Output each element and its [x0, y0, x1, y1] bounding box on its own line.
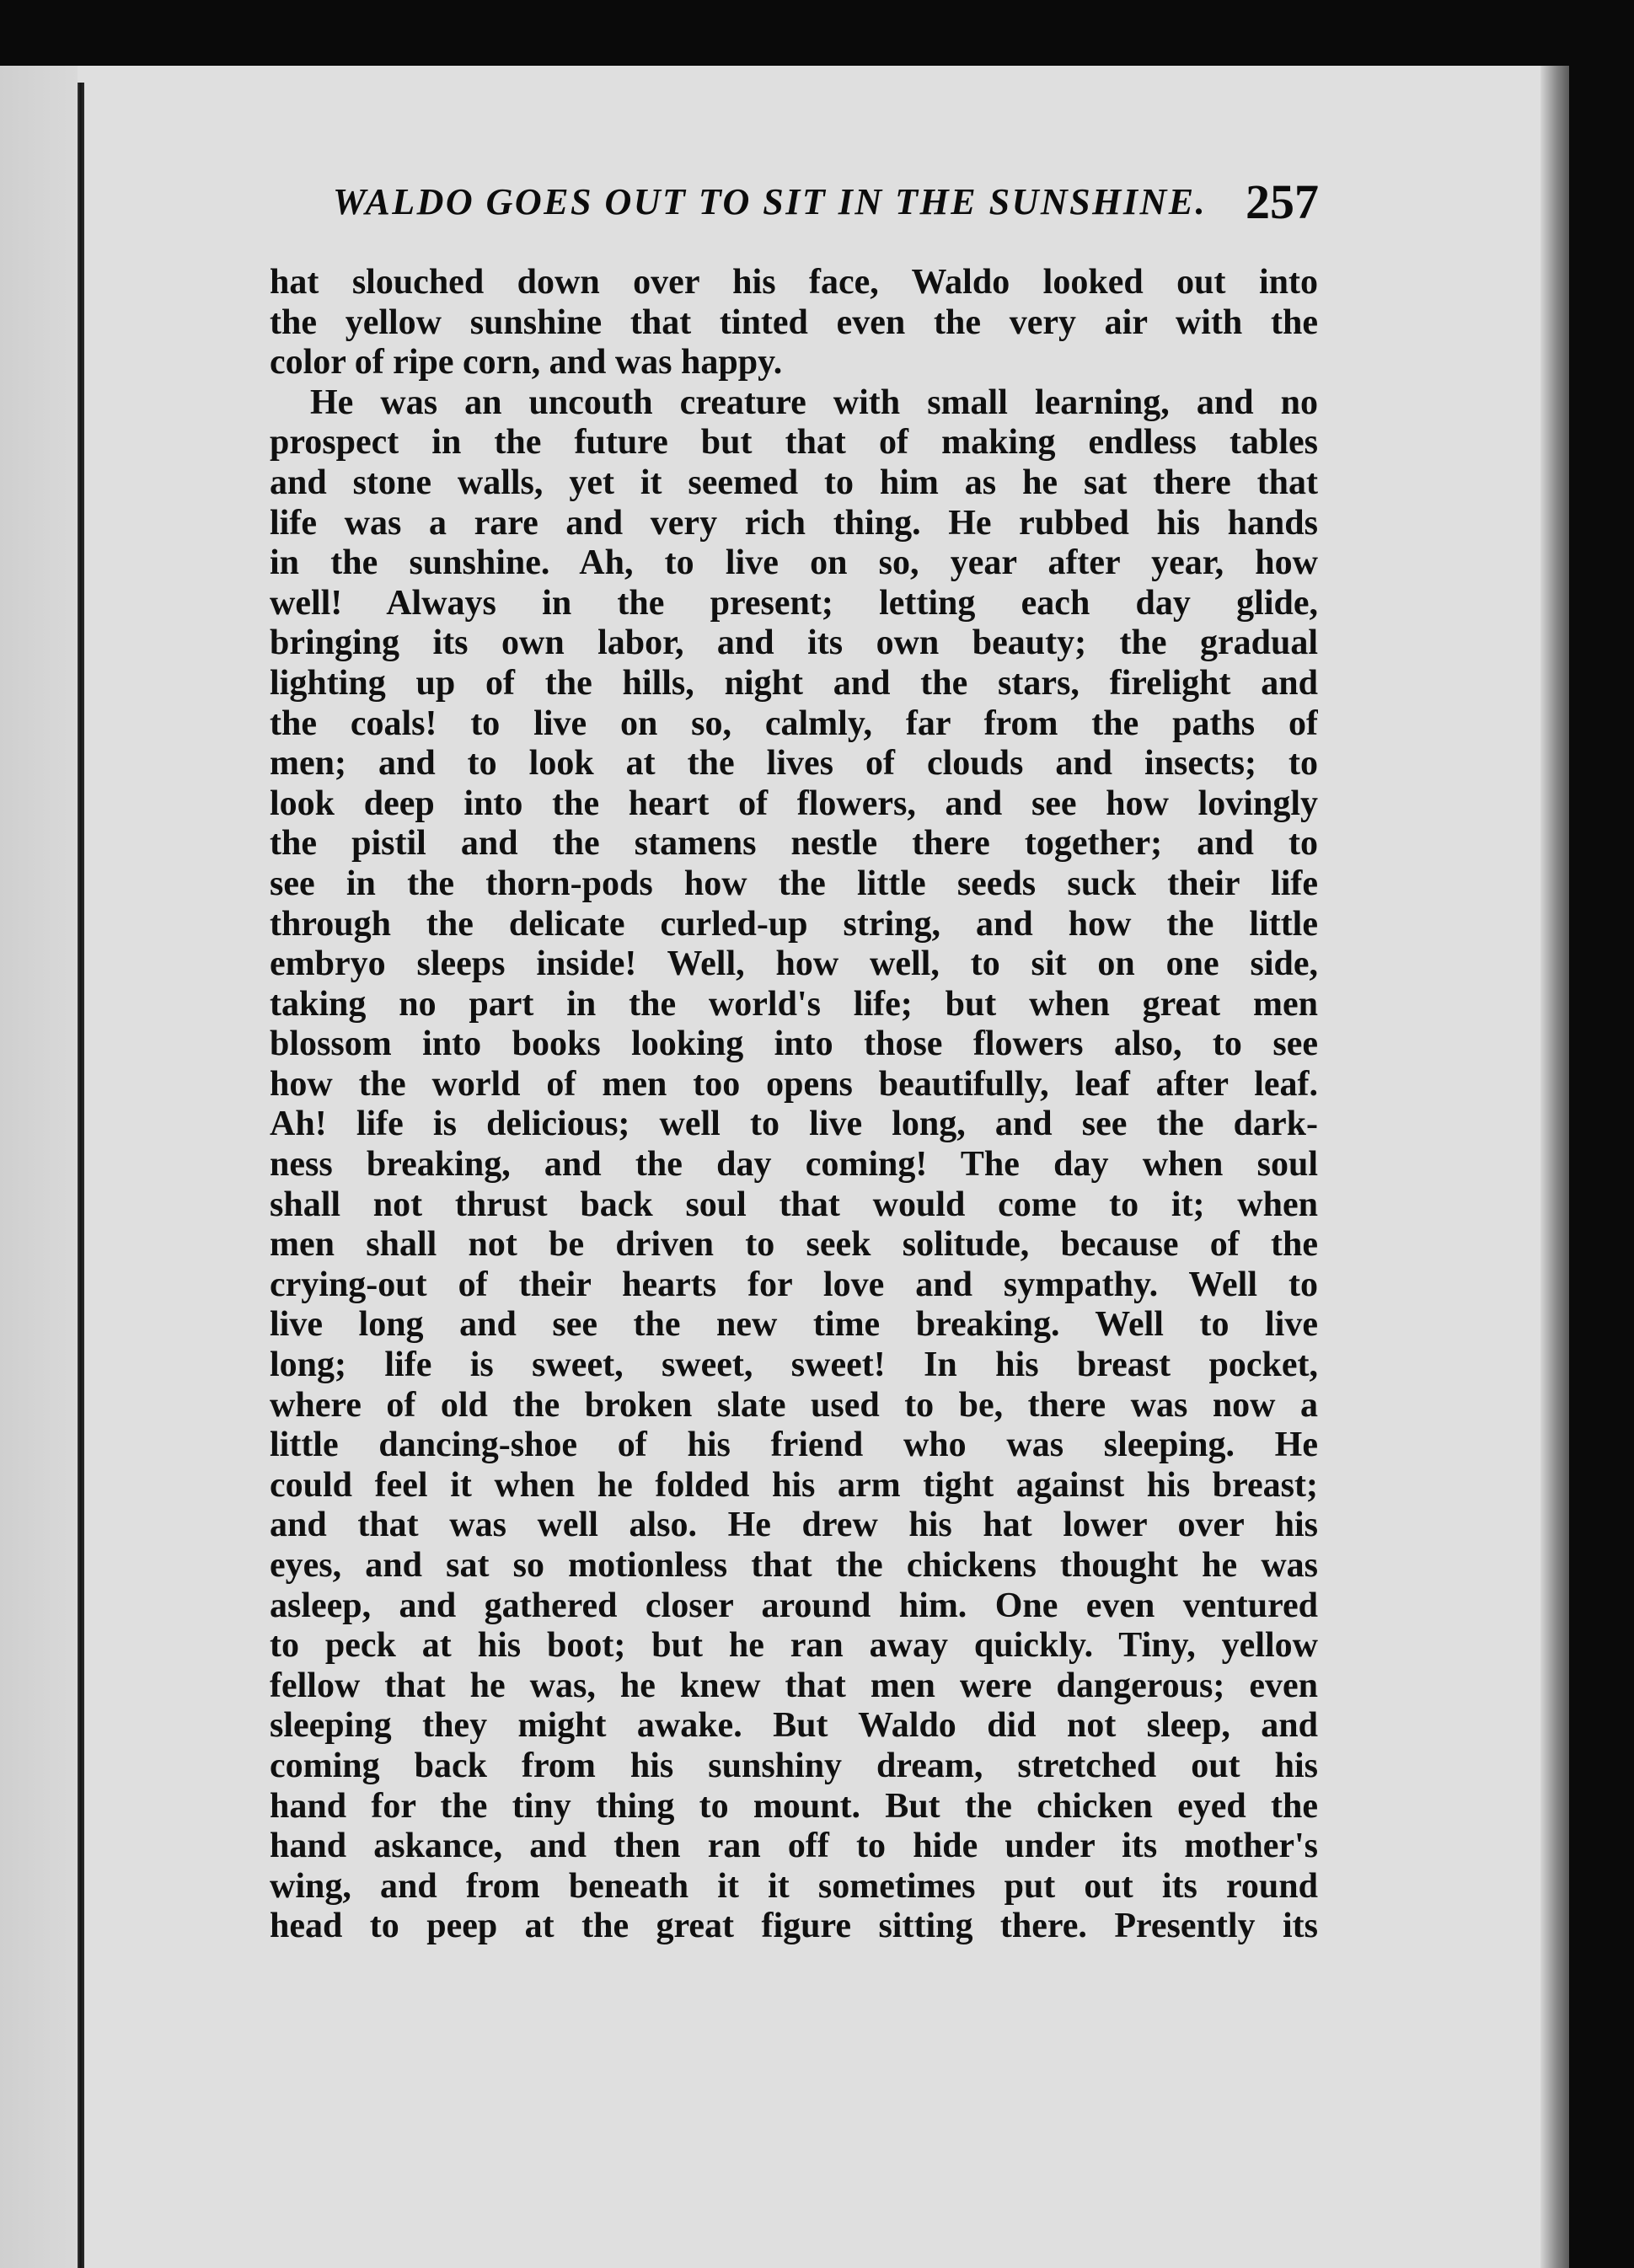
text-line: live long and see the new time breaking. Well to live [270, 1305, 1318, 1345]
text-line: men; and to look at the lives of clouds and insects; to [270, 744, 1318, 784]
gutter-shadow [0, 66, 78, 2268]
text-line: to peck at his boot; but he ran away quickly. Tiny, yellow [270, 1626, 1318, 1666]
page-edge-shadow [1540, 66, 1569, 2268]
binding-edge [78, 83, 84, 2268]
text-line: taking no part in the world's life; but when great men [270, 984, 1318, 1024]
text-line: through the delicate curled-up string, and how the little [270, 904, 1318, 944]
text-line: how the world of men too opens beautifully, leaf after leaf. [270, 1064, 1318, 1104]
text-line: shall not thrust back soul that would come to it; when [270, 1185, 1318, 1224]
text-line: color of ripe corn, and was happy. [270, 343, 783, 382]
text-line: where of old the broken slate used to be, there was now a [270, 1385, 1318, 1425]
text-line: blossom into books looking into those flowers also, to see [270, 1024, 1318, 1064]
text-line: see in the thorn-pods how the little seeds suck their life [270, 864, 1318, 903]
text-line: hand for the tiny thing to mount. But the chicken eyed the [270, 1786, 1318, 1826]
text-line: crying-out of their hearts for love and sympathy. Well to [270, 1265, 1318, 1304]
text-line: hat slouched down over his face, Waldo looked out into [270, 263, 1318, 302]
text-line: head to peep at the great figure sitting there. Presently its [270, 1907, 1318, 1946]
page-number: 257 [1246, 174, 1319, 229]
text-line: and that was well also. He drew his hat lower over his [270, 1506, 1318, 1545]
running-title: WALDO GOES OUT TO SIT IN THE SUNSHINE. [333, 181, 1208, 222]
text-line: eyes, and sat so motionless that the chickens thought he was [270, 1546, 1318, 1585]
text-line: ness breaking, and the day coming! The day when soul [270, 1145, 1318, 1185]
text-line: asleep, and gathered closer around him. One even ventured [270, 1586, 1318, 1625]
text-line: wing, and from beneath it it sometimes put out its round [270, 1866, 1318, 1906]
text-line: fellow that he was, he knew that men were dangerous; even [270, 1666, 1318, 1705]
text-line: Ah! life is delicious; well to live long, and see the dark- [270, 1105, 1318, 1144]
text-line: He was an uncouth creature with small learning, and no [310, 382, 1318, 422]
body-text [270, 263, 1318, 1947]
text-line: the coals! to live on so, calmly, far from the paths of [270, 703, 1318, 743]
text-line: could feel it when he folded his arm tight against his breast; [270, 1465, 1318, 1505]
text-line: lighting up of the hills, night and the stars, firelight and [270, 663, 1318, 703]
text-line: life was a rare and very rich thing. He rubbed his hands [270, 503, 1318, 543]
text-line: prospect in the future but that of making endless tables [270, 423, 1318, 463]
text-line: hand askance, and then ran off to hide under its mother's [270, 1827, 1318, 1866]
running-head [333, 174, 1319, 256]
text-line: sleeping they might awake. But Waldo did not sleep, and [270, 1706, 1318, 1746]
text-line: bringing its own labor, and its own beauty; the gradual [270, 623, 1318, 663]
text-line: well! Always in the present; letting each day glide, [270, 583, 1318, 623]
text-line: in the sunshine. Ah, to live on so, year after year, how [270, 543, 1318, 583]
text-line: the pistil and the stamens nestle there together; and to [270, 824, 1318, 864]
text-line: men shall not be driven to seek solitude, because of the [270, 1225, 1318, 1265]
text-line: the yellow sunshine that tinted even the very air with the [270, 302, 1318, 342]
text-line: long; life is sweet, sweet, sweet! In his breast pocket, [270, 1345, 1318, 1385]
text-line: and stone walls, yet it seemed to him as he sat there that [270, 463, 1318, 502]
text-line: coming back from his sunshiny dream, stretched out his [270, 1746, 1318, 1785]
text-line: little dancing-shoe of his friend who was sleeping. He [270, 1426, 1318, 1465]
text-line: embryo sleeps inside! Well, how well, to sit on one side, [270, 944, 1318, 984]
text-line: look deep into the heart of flowers, and see how lovingly [270, 784, 1318, 823]
